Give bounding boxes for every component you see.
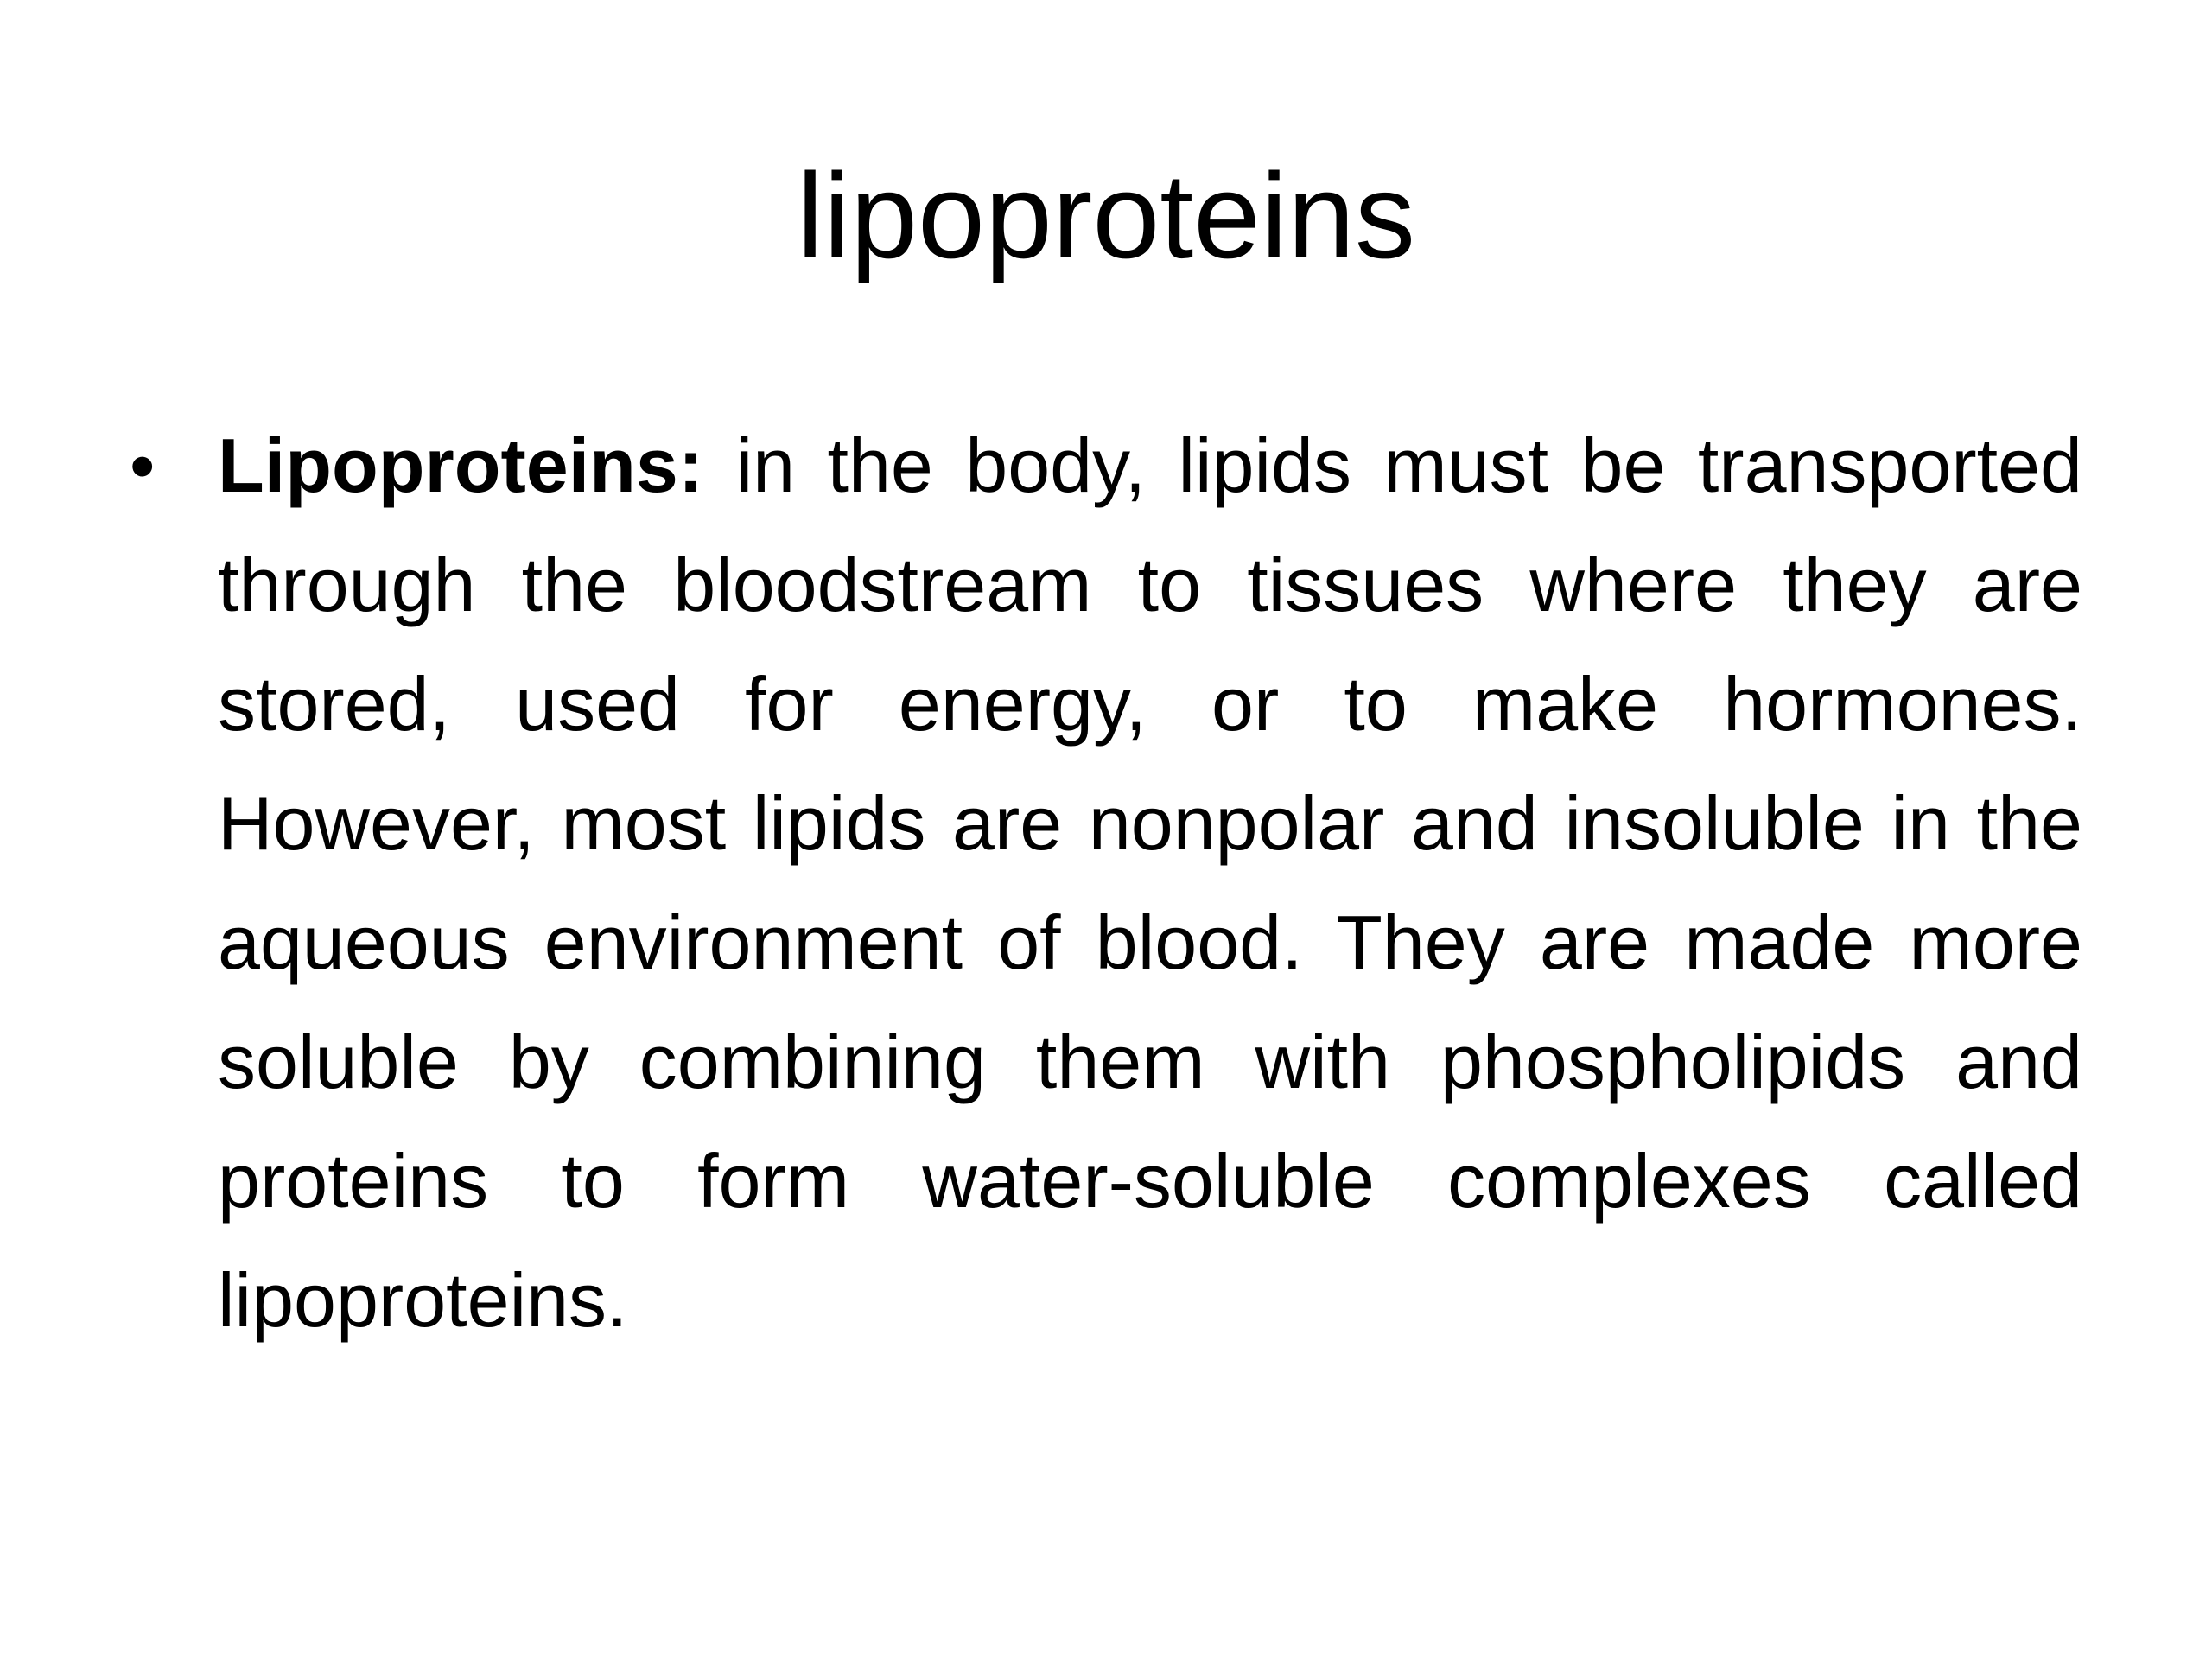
bullet-text — [218, 406, 2082, 1360]
bullet-item — [130, 406, 2082, 1360]
slide-content — [130, 406, 2082, 1360]
bullet-body: in the body, lipids must be transported through the bloodstream to tissues where they are stored, used for energy, or to make hormones. However, most lipids are nonpolar and insoluble in the aqueous environment of blood. They are made more soluble by combining them with phospholipids and proteins to form water-soluble complexes called lipoproteins. — [218, 423, 2082, 1343]
bullet-dot-icon: • — [130, 425, 156, 506]
bullet-term: Lipoproteins: — [218, 423, 704, 508]
slide-title: lipoproteins — [797, 148, 1415, 283]
